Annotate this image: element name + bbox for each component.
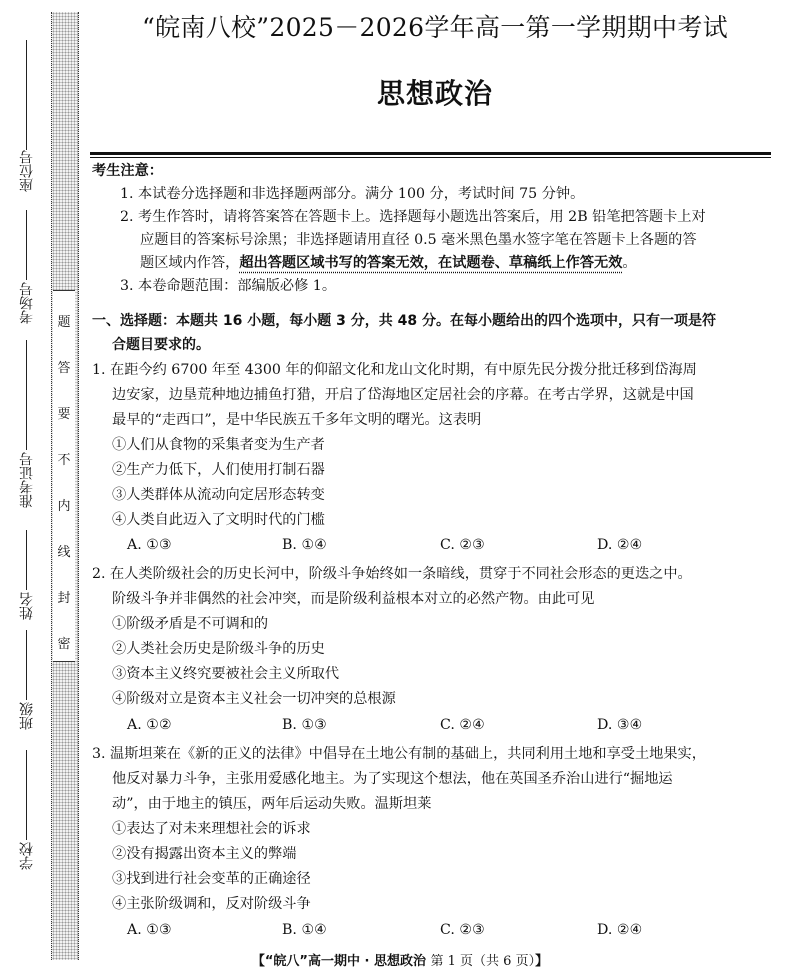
option-d: D. ②④ — [597, 537, 643, 553]
notice-emphasis: 超出答题区域书写的答案无效，在试题卷、草稿纸上作答无效 — [239, 255, 623, 271]
statement: ②生产力低下，人们使用打制石器 — [112, 462, 325, 478]
statement: ③找到进行社会变革的正确途径 — [112, 871, 311, 887]
field-seat-number: 座位号 — [19, 150, 35, 192]
section-heading-line2: 合题目要求的。 — [112, 337, 210, 353]
field-name: 姓名 — [19, 592, 35, 620]
option-a: A. ①③ — [127, 922, 172, 938]
seal-band: 题 答 要 不 内 线 封 密 — [53, 290, 75, 662]
option-b: B. ①④ — [282, 922, 327, 938]
notice-item-2-line3: 题区域内作答，超出答题区域书写的答案无效，在试题卷、草稿纸上作答无效。 — [140, 255, 637, 271]
option-b: B. ①④ — [282, 537, 327, 553]
option-d: D. ③④ — [597, 717, 643, 733]
field-exam-room: 考场号 — [19, 282, 35, 324]
statement: ①表达了对未来理想社会的诉求 — [112, 821, 311, 837]
subject-title: 思想政治 — [376, 77, 493, 110]
header-rule-thin — [90, 157, 771, 158]
statement: ②人类社会历史是阶级斗争的历史 — [112, 641, 325, 657]
field-admission-number: 准考证号 — [19, 452, 35, 508]
notice-heading: 考生注意： — [92, 163, 163, 179]
notice-item-1: 1. 本试卷分选择题和非选择题两部分。满分 100 分，考试时间 75 分钟。 — [120, 186, 585, 202]
statement: ④阶级对立是资本主义社会一切冲突的总根源 — [112, 691, 396, 707]
option-c: C. ②③ — [440, 922, 485, 938]
option-c: C. ②④ — [440, 717, 485, 733]
question-stem-line: 边安家，边垦荒种地边捕鱼打猎，开启了岱海地区定居社会的序幕。在考古学界，这就是中国 — [112, 387, 694, 403]
field-line — [26, 340, 27, 450]
field-line — [26, 750, 27, 840]
field-line — [26, 40, 27, 150]
field-line — [26, 210, 27, 280]
notice-item-2-line2: 应题目的答案标号涂黑；非选择题请用直径 0.5 毫米黑色墨水签字笔在答题卡上各题的答 — [140, 232, 697, 248]
field-line — [26, 530, 27, 590]
footer-bracket: 】 — [535, 954, 549, 969]
statement: ③资本主义终究要被社会主义所取代 — [112, 666, 340, 682]
question-stem-line: 3. 温斯坦莱在《新的正义的法律》中倡导在土地公有制的基础上，共同利用土地和享受土地果实， — [92, 746, 706, 762]
option-d: D. ②④ — [597, 922, 643, 938]
statement: ③人类群体从流动向定居形态转变 — [112, 487, 325, 503]
header-rule — [90, 152, 771, 155]
statement: ④主张阶级调和，反对阶级斗争 — [112, 896, 311, 912]
statement: ④人类自此迈入了文明时代的门槛 — [112, 512, 325, 528]
footer-label: 【“皖八”高一期中 · 思想政治 — [251, 954, 426, 969]
field-line — [26, 630, 27, 700]
footer-page-number: 第 1 页（共 6 页） — [430, 954, 536, 969]
option-c: C. ②③ — [440, 537, 485, 553]
option-b: B. ①③ — [282, 717, 327, 733]
question-stem-line: 最早的“走西口”，是中华民族五千多年文明的曙光。这表明 — [112, 412, 482, 428]
exam-title: “皖南八校”2025－2026学年高一第一学期期中考试 — [142, 13, 728, 42]
statement: ①阶级矛盾是不可调和的 — [112, 616, 269, 632]
statement: ②没有揭露出资本主义的弊端 — [112, 846, 297, 862]
page-footer — [0, 950, 800, 969]
field-class: 班级 — [19, 702, 35, 730]
question-stem-line: 动”，由于地主的镇压，两年后运动失败。温斯坦莱 — [112, 796, 432, 812]
question-stem-line: 2. 在人类阶级社会的历史长河中，阶级斗争始终如一条暗线，贯穿于不同社会形态的更迭之中。 — [92, 566, 692, 582]
question-stem-line: 阶级斗争并非偶然的社会冲突，而是阶级利益根本对立的必然产物。由此可见 — [112, 591, 595, 607]
field-school: 学校 — [19, 842, 35, 870]
statement: ①人们从食物的采集者变为生产者 — [112, 437, 325, 453]
notice-item-2-line1: 2. 考生作答时，请将答案答在答题卡上。选择题每小题选出答案后，用 2B 铅笔把答题卡上对 — [120, 209, 706, 225]
section-heading-line1: 一、选择题：本题共 16 小题，每小题 3 分，共 48 分。在每小题给出的四个选项中，只有一项是符 — [92, 313, 716, 329]
option-a: A. ①② — [127, 717, 172, 733]
question-stem-line: 1. 在距今约 6700 年至 4300 年的仰韶文化和龙山文化时期，有中原先民分拨分批迁移到岱海周 — [92, 362, 697, 378]
question-stem-line: 他反对暴力斗争，主张用爱感化地主。为了实现这个想法，他在英国圣乔治山进行“掘地运 — [112, 771, 673, 787]
notice-item-3: 3. 本卷命题范围：部编版必修 1。 — [120, 278, 337, 294]
option-a: A. ①③ — [127, 537, 172, 553]
